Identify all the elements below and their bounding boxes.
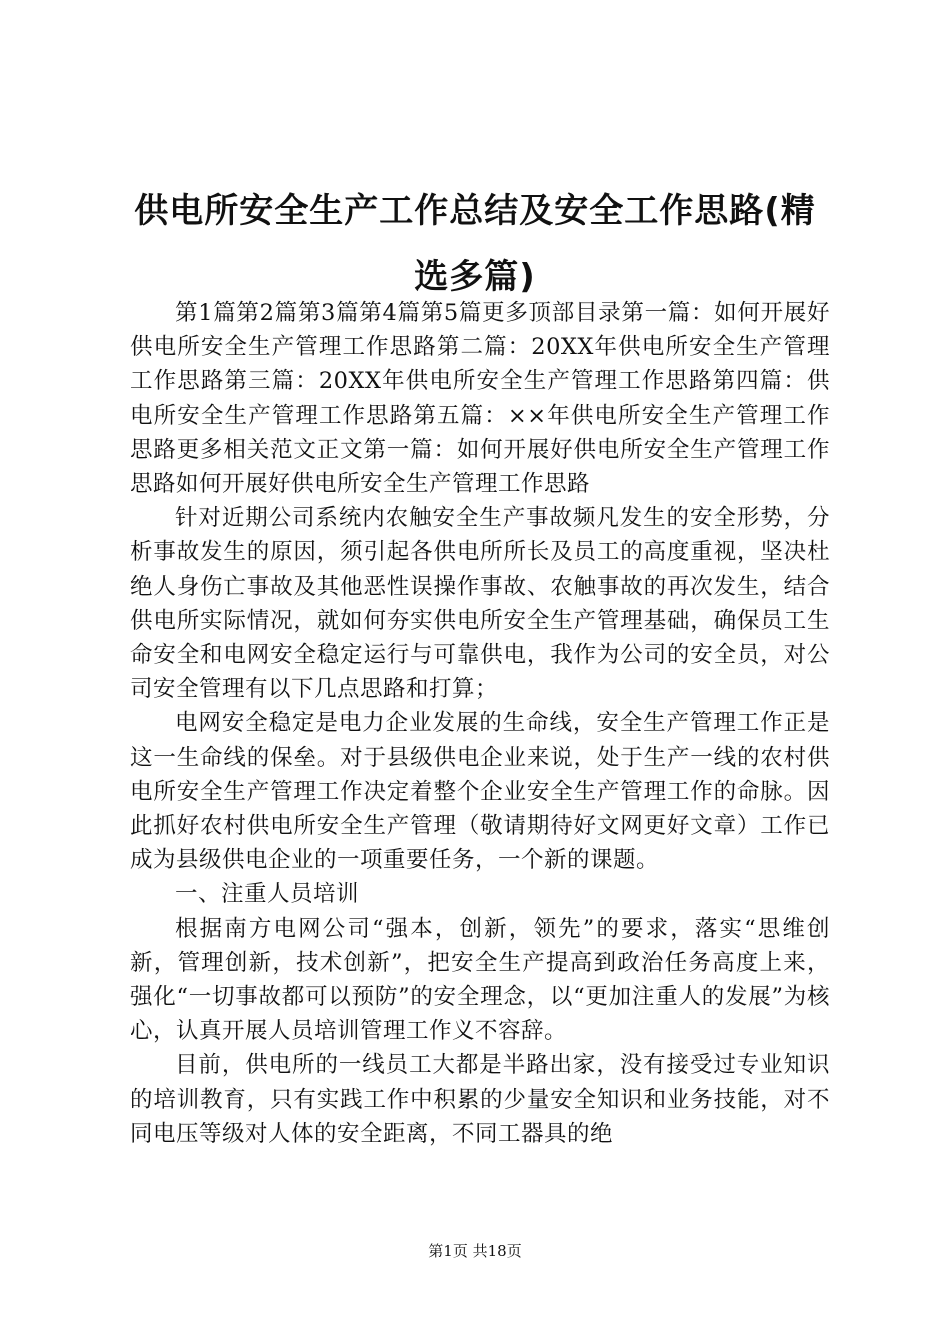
paragraph-intro: 针对近期公司系统内农触安全生产事故频凡发生的安全形势，分析事故发生的原因，须引起各供电所所长及员工的高度重视，坚决杜绝人身伤亡事故及其他恶性误操作事故、农触事故的再次发生，结合供电所实际情况，就如何夯实供电所安全生产管理基础，确保员工生命安全和电网安全稳定运行与可靠供电，我作为公司的安全员，对公司安全管理有以下几点思路和打算； xyxy=(130,505,830,703)
paragraph-current-situation: 目前，供电所的一线员工大都是半路出家，没有接受过专业知识的培训教育，只有实践工作中积累的少量安全知识和业务技能，对不同电压等级对人体的安全距离，不同工器具的绝 xyxy=(130,1052,830,1147)
section-heading-training: 一、注重人员培训 xyxy=(175,881,360,908)
page-number-footer: 第1页 共18页 xyxy=(428,1242,522,1260)
document-title: 供电所安全生产工作总结及安全工作思路(精选多篇) xyxy=(134,191,816,297)
document-body xyxy=(130,296,830,1151)
paragraph-grid-safety: 电网安全稳定是电力企业发展的生命线，安全生产管理工作正是这一生命线的保垒。对于县级供电企业来说，处于生产一线的农村供电所安全生产管理工作决定着整个企业安全生产管理工作的命脉。因此抓好农村供电所安全生产管理（敬请期待好文网更好文章）工作已成为县级供电企业的一项重要任务，一个新的课题。 xyxy=(130,710,830,874)
paragraph-training-requirements: 根据南方电网公司“强本，创新，领先”的要求，落实“思维创新，管理创新，技术创新”，把安全生产提高到政治任务高度上来，强化“一切事故都可以预防”的安全理念，以“更加注重人的发展”为核心，认真开展人员培训管理工作义不容辞。 xyxy=(130,915,830,1045)
paragraph-toc: 第1篇第2篇第3篇第4篇第5篇更多顶部目录第一篇：如何开展好供电所安全生产管理工作思路第二篇：20XX年供电所安全生产管理工作思路第三篇：20XX年供电所安全生产管理工作思路第四篇：供电所安全生产管理工作思路第五篇：××年供电所安全生产管理工作思路更多相关范文正文第一篇：如何开展好供电所安全生产管理工作思路如何开展好供电所安全生产管理工作思路 xyxy=(130,300,830,498)
